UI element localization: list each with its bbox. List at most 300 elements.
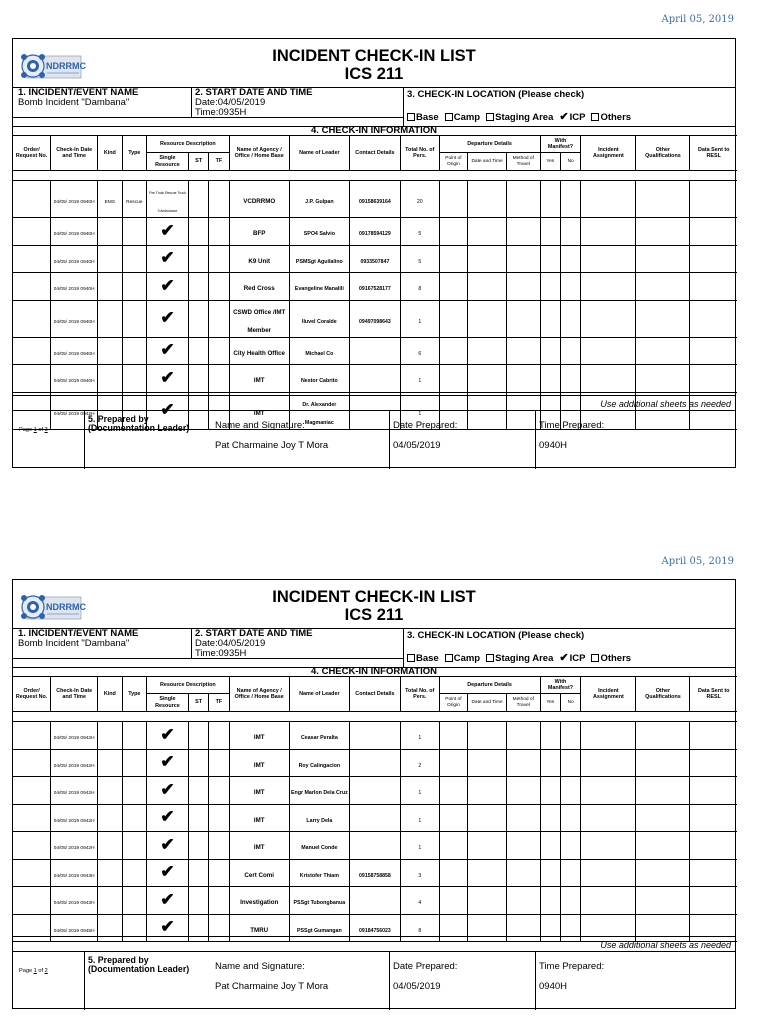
tf-cell [209, 804, 229, 832]
manifest-no-cell [560, 722, 580, 750]
table-row [13, 887, 737, 915]
type-cell [122, 300, 146, 337]
table-row [13, 218, 737, 246]
leader-cell-text: Ceasar Peralta [300, 735, 338, 742]
method-cell [506, 887, 540, 915]
checkin-cell [51, 273, 98, 301]
kind-cell [98, 914, 122, 942]
leader-cell [289, 859, 349, 887]
method-cell [506, 181, 540, 218]
contact-cell-text: 09158639164 [359, 199, 391, 205]
checkin-cell [51, 777, 98, 805]
leader-cell [289, 887, 349, 915]
order-cell [13, 245, 51, 273]
agency-cell [229, 914, 289, 942]
assignment-cell [581, 273, 636, 301]
location-option[interactable] [407, 653, 439, 664]
datetime-cell [468, 181, 507, 218]
col-tf: TF [209, 694, 229, 712]
leader-cell [289, 300, 349, 337]
col-manifest: With Manifest? [540, 136, 581, 153]
table-row [13, 181, 737, 218]
origin-cell [439, 777, 468, 805]
total-pers-cell-text: 1 [418, 790, 422, 797]
location-option[interactable] [559, 653, 585, 664]
order-cell [13, 859, 51, 887]
st-cell [188, 749, 208, 777]
tf-cell [209, 859, 229, 887]
qualifications-cell [636, 245, 690, 273]
assignment-cell [581, 181, 636, 218]
resl-cell [690, 181, 737, 218]
qualifications-cell [636, 914, 690, 942]
agency-cell-text: IMT [253, 734, 265, 742]
page-number: Page 1 of 3 [19, 427, 48, 433]
order-cell [13, 273, 51, 301]
col-leader: Name of Leader [289, 677, 349, 712]
col-yes: Yes [540, 694, 560, 712]
location-options [407, 654, 637, 664]
col-type: Type [122, 677, 146, 712]
table-row [13, 777, 737, 805]
kind-cell [98, 245, 122, 273]
location-option[interactable] [591, 112, 631, 123]
manifest-yes-cell [540, 181, 560, 218]
st-cell [188, 337, 208, 365]
method-cell [506, 777, 540, 805]
time-prepared-value: 0940H [539, 981, 567, 992]
agency-cell [229, 722, 289, 750]
total-pers-cell-text: 2 [418, 762, 422, 769]
section-4-title: 4. CHECK-IN INFORMATION [311, 125, 437, 136]
location-option-label: ICP [569, 653, 586, 664]
location-option-label: Others [600, 112, 632, 123]
col-agency: Name of Agency / Office / Home Base [229, 136, 289, 171]
method-cell [506, 245, 540, 273]
form-code: ICS 211 [344, 65, 404, 83]
col-total: Total No. of Pers. [400, 677, 439, 712]
origin-cell [439, 832, 468, 860]
manifest-yes-cell [540, 273, 560, 301]
leader-cell-text: Kristofer Thiam [299, 872, 339, 879]
leader-cell [289, 273, 349, 301]
method-cell [506, 749, 540, 777]
total-pers-cell [400, 181, 439, 218]
manifest-yes-cell [540, 859, 560, 887]
order-cell [13, 722, 51, 750]
agency-cell [229, 300, 289, 337]
type-cell [122, 365, 146, 393]
table-row [13, 832, 737, 860]
manifest-yes-cell [540, 245, 560, 273]
st-cell [188, 832, 208, 860]
start-date: Date:04/05/2019 [195, 638, 266, 649]
location-option[interactable] [559, 112, 585, 123]
location-label: 3. CHECK-IN LOCATION (Please check) [407, 630, 585, 641]
leader-cell-text: PSMSgt Aguilalino [295, 258, 343, 265]
leader-cell [289, 777, 349, 805]
col-order: Order/ Request No. [13, 677, 51, 712]
resl-cell [690, 337, 737, 365]
checkmark-icon: ✔ [160, 275, 175, 295]
agency-cell-text: K9 Unit [248, 257, 271, 265]
assignment-cell [581, 777, 636, 805]
order-cell [13, 777, 51, 805]
assignment-cell [581, 365, 636, 393]
leader-cell [289, 804, 349, 832]
single-resource-cell [147, 337, 189, 365]
type-cell [122, 722, 146, 750]
col-st: ST [188, 153, 208, 171]
kind-cell [98, 365, 122, 393]
agency-cell [229, 887, 289, 915]
st-cell [188, 722, 208, 750]
single-resource-cell [147, 365, 189, 393]
checkmark-icon: ✔ [160, 889, 175, 909]
checkbox-icon [486, 654, 494, 662]
agency-cell [229, 273, 289, 301]
col-contact: Contact Details [349, 136, 400, 171]
order-cell [13, 887, 51, 915]
origin-cell [439, 365, 468, 393]
qualifications-cell [636, 749, 690, 777]
resl-cell [690, 914, 737, 942]
single-resource-cell [147, 887, 189, 915]
checkbox-icon [486, 113, 494, 121]
location-option[interactable] [445, 653, 480, 664]
location-option[interactable] [486, 112, 553, 123]
checkmark-icon: ✔ [160, 367, 175, 387]
method-cell [506, 300, 540, 337]
location-label: 3. CHECK-IN LOCATION (Please check) [407, 89, 585, 100]
manifest-yes-cell [540, 337, 560, 365]
datetime-cell [468, 914, 507, 942]
method-cell [506, 914, 540, 942]
qualifications-cell [636, 722, 690, 750]
leader-cell [289, 245, 349, 273]
table-row [13, 859, 737, 887]
checkin-cell [51, 804, 98, 832]
checkmark-icon: ✔ [160, 917, 175, 937]
svg-text:NDRRMC: NDRRMC [46, 602, 86, 612]
location-options [407, 113, 637, 123]
checkmark-icon: ✔ [160, 400, 175, 419]
name-signature-value: Pat Charmaine Joy T Mora [215, 440, 329, 451]
qualifications-cell [636, 337, 690, 365]
agency-cell-text: Investigation [240, 899, 279, 907]
total-pers-cell [400, 887, 439, 915]
qualifications-cell [636, 777, 690, 805]
checkmark-icon: ✔ [160, 248, 175, 268]
checkin-cell-text: 04/05/ 2019 0942H [53, 818, 95, 824]
prepared-by-label: 5. Prepared by (Documentation Leader) [88, 955, 190, 974]
order-cell [13, 914, 51, 942]
type-cell [122, 887, 146, 915]
checkin-cell-text: 04/05/ 2019 0940H [53, 259, 95, 265]
method-cell [506, 722, 540, 750]
checkin-cell-text: 04/05/ 2019 0940H [53, 200, 95, 205]
total-pers-cell-text: 20 [416, 199, 423, 205]
svg-text:NDRRMC: NDRRMC [46, 61, 86, 71]
tf-cell [209, 777, 229, 805]
contact-cell [349, 749, 400, 777]
leader-cell-text: Manuel Conde [301, 845, 338, 852]
tf-cell [209, 337, 229, 365]
checkmark-icon: ✔ [160, 807, 175, 827]
single-resource-cell [147, 273, 189, 301]
total-pers-cell-text: 5 [418, 231, 422, 238]
resl-cell [690, 365, 737, 393]
origin-cell [439, 245, 468, 273]
origin-cell [439, 887, 468, 915]
incident-label: 1. INCIDENT/EVENT NAME [18, 628, 139, 639]
total-pers-cell-text: 8 [418, 927, 422, 934]
table-row [13, 804, 737, 832]
agency-cell [229, 859, 289, 887]
resl-cell [690, 245, 737, 273]
resl-cell [690, 777, 737, 805]
checkin-cell-text: 04/05/ 2019 0942H [53, 763, 95, 769]
checkbox-icon [445, 654, 453, 662]
total-pers-cell-text: 8 [418, 286, 422, 293]
tf-cell [209, 273, 229, 301]
checkin-cell-text: 04/05/ 2019 0940H [53, 379, 95, 385]
col-checkin: Check-In Date and Time [51, 136, 98, 171]
contact-cell [349, 804, 400, 832]
location-option[interactable] [486, 653, 553, 664]
manifest-yes-cell [540, 749, 560, 777]
type-cell [122, 777, 146, 805]
agency-cell-text: IMT [253, 377, 265, 385]
total-pers-cell [400, 804, 439, 832]
agency-cell-text: Red Cross [243, 285, 275, 293]
resl-cell [690, 804, 737, 832]
assignment-cell [581, 804, 636, 832]
kind-cell [98, 337, 122, 365]
type-cell [122, 914, 146, 942]
leader-cell [289, 722, 349, 750]
origin-cell [439, 218, 468, 246]
time-prepared-label: Time Prepared: [539, 420, 605, 431]
leader-cell [289, 337, 349, 365]
leader-cell [289, 749, 349, 777]
total-pers-cell-text: 6 [418, 350, 422, 357]
contact-cell [349, 859, 400, 887]
manifest-no-cell [560, 181, 580, 218]
kind-cell [98, 218, 122, 246]
type-cell [122, 749, 146, 777]
total-pers-cell [400, 337, 439, 365]
checkin-cell [51, 887, 98, 915]
resl-cell [690, 273, 737, 301]
contact-cell-text: 09167528177 [359, 286, 391, 293]
table-row [13, 365, 737, 393]
col-single: Single Resource [147, 694, 189, 712]
contact-cell [349, 914, 400, 942]
qualifications-cell [636, 859, 690, 887]
incident-label: 1. INCIDENT/EVENT NAME [18, 87, 139, 98]
assignment-cell [581, 722, 636, 750]
manifest-yes-cell [540, 300, 560, 337]
type-cell [122, 273, 146, 301]
manifest-yes-cell [540, 804, 560, 832]
col-resl: Data Sent to RESL [690, 677, 737, 712]
prepared-by-label: 5. Prepared by (Documentation Leader) [88, 414, 190, 433]
st-cell [188, 365, 208, 393]
checkmark-icon: ✔ [160, 308, 175, 327]
col-departure: Departure Details [439, 136, 540, 153]
checkmark-icon: ✔ [160, 862, 175, 882]
st-cell [188, 273, 208, 301]
date-prepared-label: Date Prepared: [393, 961, 458, 972]
assignment-cell [581, 337, 636, 365]
type-cell [122, 804, 146, 832]
kind-cell [98, 181, 122, 218]
contact-cell-text: 09158758858 [359, 872, 391, 879]
st-cell [188, 245, 208, 273]
kind-cell-text: EMS [104, 200, 116, 205]
manifest-yes-cell [540, 777, 560, 805]
tf-cell [209, 832, 229, 860]
origin-cell [439, 181, 468, 218]
checkmark-icon: ✔ [160, 752, 175, 772]
agency-cell [229, 777, 289, 805]
checkbox-icon [407, 654, 415, 662]
col-kind: Kind [98, 677, 122, 712]
leader-cell-text: Iluvel Coralde [301, 318, 337, 325]
date-prepared-value: 04/05/2019 [393, 981, 441, 992]
qualifications-cell [636, 887, 690, 915]
total-pers-cell [400, 218, 439, 246]
checkin-cell-text: 04/05/ 2019 0942H [53, 411, 95, 417]
leader-cell-text: PSSgt Tubongbanua [293, 900, 346, 907]
col-single: Single Resource [147, 153, 189, 171]
leader-cell-text: Nestor Cabrito [300, 378, 338, 385]
datetime-cell [468, 859, 507, 887]
manifest-no-cell [560, 365, 580, 393]
kind-cell [98, 273, 122, 301]
origin-cell [439, 914, 468, 942]
kind-cell [98, 832, 122, 860]
location-option-label: Others [600, 653, 632, 664]
method-cell [506, 804, 540, 832]
agency-cell-text: IMT [253, 816, 265, 824]
origin-cell [439, 722, 468, 750]
manifest-no-cell [560, 914, 580, 942]
checkbox-icon [591, 654, 599, 662]
order-cell [13, 749, 51, 777]
contact-cell [349, 181, 400, 218]
type-cell [122, 245, 146, 273]
total-pers-cell [400, 859, 439, 887]
agency-cell-text: Cert Comi [244, 871, 274, 879]
incident-name: Bomb Incident "Dambana" [18, 638, 130, 649]
kind-cell [98, 300, 122, 337]
leader-cell [289, 218, 349, 246]
kind-cell [98, 887, 122, 915]
leader-cell-text: SPO4 Salvio [303, 231, 335, 238]
assignment-cell [581, 832, 636, 860]
qualifications-cell [636, 181, 690, 218]
tf-cell [209, 181, 229, 218]
contact-cell [349, 887, 400, 915]
method-cell [506, 365, 540, 393]
location-option[interactable] [407, 112, 439, 123]
total-pers-cell [400, 722, 439, 750]
checkin-cell [51, 181, 98, 218]
assignment-cell [581, 300, 636, 337]
total-pers-cell-text: 1 [418, 845, 422, 852]
contact-cell [349, 777, 400, 805]
datetime-cell [468, 218, 507, 246]
checkbox-icon [591, 113, 599, 121]
leader-cell-text: Evangeline Manalili [294, 286, 344, 293]
single-resource-cell [147, 749, 189, 777]
table-row [13, 914, 737, 942]
resl-cell [690, 300, 737, 337]
total-pers-cell [400, 245, 439, 273]
checkmark-icon: ✔ [160, 340, 175, 360]
contact-cell-text: 09497098643 [359, 318, 391, 325]
manifest-yes-cell [540, 887, 560, 915]
qualifications-cell [636, 300, 690, 337]
checkin-cell-text: 04/05/ 2019 0940H [53, 232, 95, 238]
section-4-title: 4. CHECK-IN INFORMATION [311, 666, 437, 677]
total-pers-cell [400, 273, 439, 301]
location-option[interactable] [591, 653, 631, 664]
datetime-cell [468, 832, 507, 860]
checkmark-icon: ✔ [160, 724, 175, 744]
checkbox-icon [407, 113, 415, 121]
col-origin: Point of Origin [439, 153, 468, 171]
checkin-cell-text: 04/05/ 2019 0943H [53, 901, 95, 907]
single-resource-cell [147, 859, 189, 887]
method-cell [506, 337, 540, 365]
checkmark-icon: ✔ [160, 220, 175, 240]
qualifications-cell [636, 365, 690, 393]
form-code: ICS 211 [344, 606, 404, 624]
manifest-no-cell [560, 859, 580, 887]
time-prepared-value: 0940H [539, 440, 567, 451]
origin-cell [439, 859, 468, 887]
type-cell [122, 859, 146, 887]
col-checkin: Check-In Date and Time [51, 677, 98, 712]
st-cell [188, 777, 208, 805]
qualifications-cell [636, 804, 690, 832]
col-yes: Yes [540, 153, 560, 171]
total-pers-cell [400, 749, 439, 777]
col-tf: TF [209, 153, 229, 171]
ics211-form [12, 579, 736, 1009]
single-resource-cell [147, 914, 189, 942]
kind-cell [98, 722, 122, 750]
manifest-no-cell [560, 337, 580, 365]
location-option[interactable] [445, 112, 480, 123]
col-datetime: Date and Time [468, 153, 507, 171]
checked-box-icon: ✔ [559, 111, 569, 123]
method-cell [506, 273, 540, 301]
time-prepared-label: Time Prepared: [539, 961, 605, 972]
leader-cell-text: PSSgt Gumangan [296, 927, 342, 934]
origin-cell [439, 300, 468, 337]
datetime-cell [468, 273, 507, 301]
checkin-cell [51, 218, 98, 246]
location-option-label: Staging Area [495, 653, 554, 664]
manifest-no-cell [560, 245, 580, 273]
agency-cell-text: VCDRRMO [243, 198, 276, 205]
agency-cell-text: IMT [253, 844, 265, 852]
method-cell [506, 859, 540, 887]
